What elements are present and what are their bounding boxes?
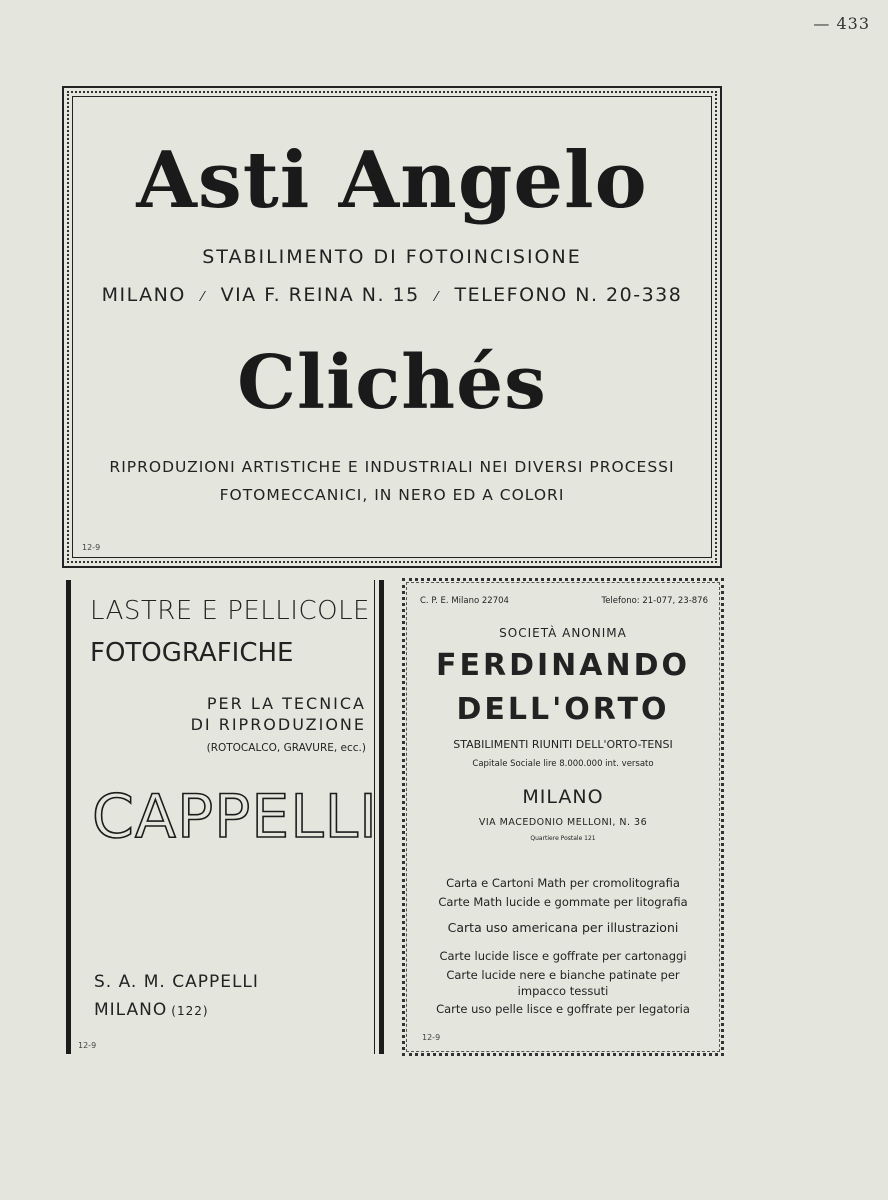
asti-address-city: MILANO	[101, 284, 186, 306]
dellorto-address: VIA MACEDONIO MELLONI, N. 36	[478, 817, 648, 828]
dellorto-product-item: Carte uso pelle lisce e goffrate per legatoria	[436, 1002, 690, 1016]
dellorto-advert	[402, 578, 724, 1056]
dellorto-product-item: Carte Math lucide e gommate per litografia	[438, 895, 688, 909]
asti-title: Asti Angelo	[136, 135, 648, 226]
cappelli-code: 12-9	[78, 1041, 97, 1050]
cappelli-brand: CAPPELLI	[92, 782, 378, 852]
separator-glyph: ⁄	[201, 290, 206, 305]
dellorto-societa: SOCIETÀ ANONIMA	[499, 626, 627, 640]
asti-angelo-advert	[62, 86, 722, 568]
dellorto-city: MILANO	[522, 786, 604, 808]
dellorto-stabilimenti: STABILIMENTI RIUNITI DELL'ORTO-TENSI	[453, 738, 673, 751]
dellorto-product-item: Carte lucide lisce e goffrate per cartonaggi	[439, 949, 687, 963]
asti-description-line2: FOTOMECCANICI, IN NERO ED A COLORI	[219, 486, 565, 504]
cappelli-tech-note: (ROTOCALCO, GRAVURE, ecc.)	[206, 742, 366, 754]
cappelli-city-code: (122)	[171, 1004, 209, 1018]
dellorto-product-item: Carte lucide nere e bianche patinate per	[446, 968, 680, 982]
cappelli-tech-line1: PER LA TECNICA	[206, 694, 366, 713]
asti-product: Clichés	[237, 340, 547, 426]
dellorto-cpe: C. P. E. Milano 22704	[420, 596, 509, 606]
asti-code: 12-9	[82, 543, 101, 552]
cappelli-heading-line2: FOTOGRAFICHE	[90, 638, 294, 668]
dellorto-quartiere: Quartiere Postale 121	[530, 835, 596, 842]
dellorto-product-item: impacco tessuti	[517, 984, 609, 998]
dellorto-product-item: Carta e Cartoni Math per cromolitografia	[446, 876, 680, 890]
asti-address	[72, 284, 712, 306]
dellorto-telefono: Telefono: 21-077, 23-876	[601, 596, 708, 606]
cappelli-company: S. A. M. CAPPELLI	[94, 972, 259, 992]
left-rule	[66, 580, 71, 1054]
dellorto-code: 12-9	[422, 1033, 441, 1042]
cappelli-heading-line1: LASTRE E PELLICOLE	[90, 596, 370, 626]
asti-address-street: VIA F. REINA N. 15	[220, 284, 420, 306]
dellorto-product-item: Carta uso americana per illustrazioni	[447, 920, 679, 935]
cappelli-city	[94, 1000, 209, 1020]
cappelli-city-name: MILANO	[94, 1000, 168, 1020]
asti-address-phone: TELEFONO N. 20-338	[454, 284, 683, 306]
dellorto-capitale: Capitale Sociale lire 8.000.000 int. versato	[472, 759, 654, 769]
cappelli-tech-line2: DI RIPRODUZIONE	[190, 715, 366, 734]
cappelli-advert	[66, 580, 384, 1054]
page-number: — 433	[813, 14, 870, 33]
separator-glyph: ⁄	[435, 290, 439, 305]
dellorto-name-line1: FERDINANDO	[436, 648, 690, 683]
dellorto-name-line2: DELL'ORTO	[456, 692, 670, 727]
right-rule	[379, 580, 384, 1054]
asti-subtitle: STABILIMENTO DI FOTOINCISIONE	[202, 246, 582, 268]
asti-description-line1: RIPRODUZIONI ARTISTICHE E INDUSTRIALI NEI DIVERSI PROCESSI	[109, 458, 675, 476]
